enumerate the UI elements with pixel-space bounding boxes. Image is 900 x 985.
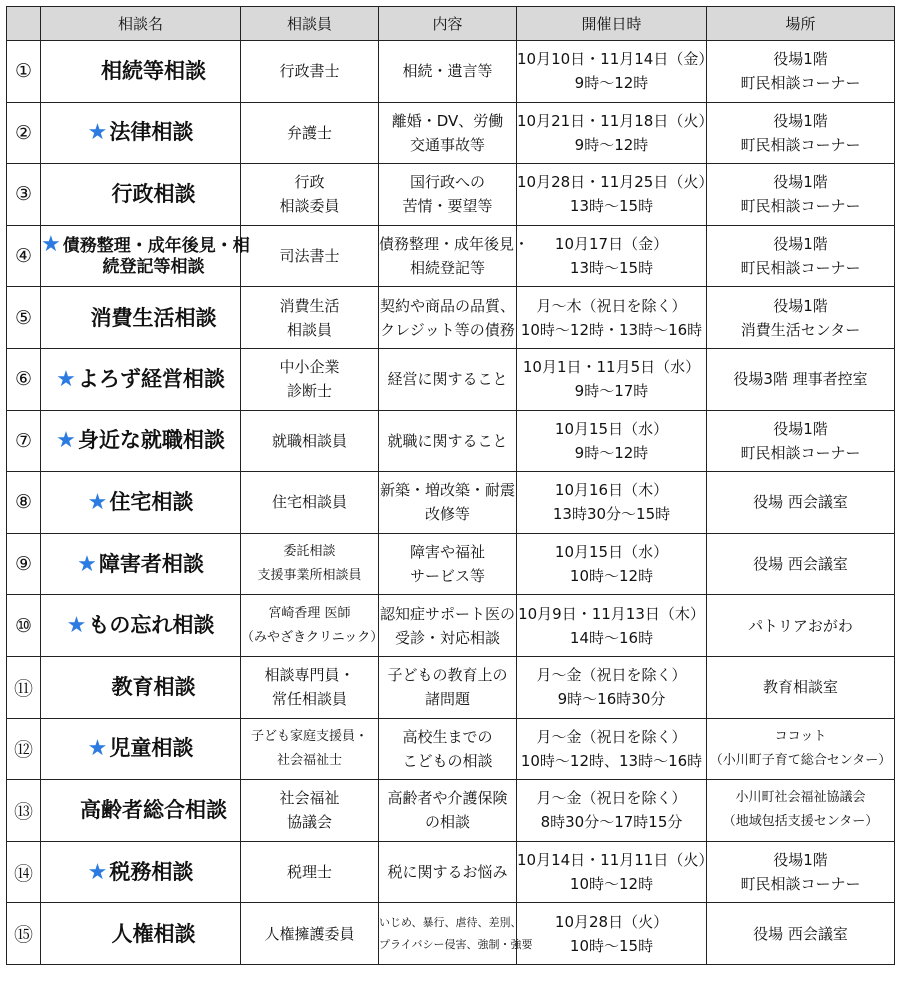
row-number: ⑭ xyxy=(7,841,41,903)
date-time-line: 月～金（祝日を除く） xyxy=(536,666,687,685)
consultant xyxy=(241,164,379,226)
content-line: 新築・増改築・耐震 xyxy=(379,481,515,500)
date-time-line: 10月15日（水） xyxy=(554,419,669,438)
consultant-line: 行政書士 xyxy=(279,62,340,81)
date-time xyxy=(517,102,714,164)
content xyxy=(379,472,517,534)
location-line: 役場1階 xyxy=(773,111,828,130)
content-line: 就職に関すること xyxy=(387,431,508,450)
date-time xyxy=(517,225,707,287)
date-time-line: 10時～12時・13時～16時 xyxy=(520,320,703,339)
date-time-line: 10時～12時、13時～16時 xyxy=(520,751,703,770)
location-line: 役場3階 理事者控室 xyxy=(733,370,868,389)
content-line: 相続・遺言等 xyxy=(402,62,493,81)
consultant-line: 子ども家庭支援員・ xyxy=(250,728,368,744)
date-time-line: 10月15日（水） xyxy=(554,543,669,562)
location-line: 教育相談室 xyxy=(762,678,838,697)
content xyxy=(379,102,517,164)
location-line: （小川町子育て総合センター） xyxy=(709,752,892,768)
consultation-name-text: 消費生活相談 xyxy=(90,305,217,330)
location xyxy=(707,410,895,472)
location-line: （地域包括支援センター） xyxy=(722,814,879,830)
content-line: 離婚・DV、労働 xyxy=(391,111,504,130)
location xyxy=(707,903,895,965)
consultation-name-text: 障害者相談 xyxy=(98,551,204,576)
date-time xyxy=(517,533,707,595)
content-line: 経営に関すること xyxy=(387,370,508,389)
content-line: 税に関するお悩み xyxy=(387,863,508,882)
location-line: 町民相談コーナー xyxy=(740,875,861,894)
location-line: 役場1階 xyxy=(773,173,828,192)
content-line: 契約や商品の品質、 xyxy=(379,296,515,315)
location xyxy=(707,595,895,657)
content-line: 子どもの教育上の xyxy=(387,666,508,685)
table-row xyxy=(7,348,895,410)
content-line: 改修等 xyxy=(424,505,470,524)
row-number: ⑥ xyxy=(7,348,41,410)
consultation-name-text: 身近な就職相談 xyxy=(77,428,225,453)
content-line: 認知症サポート医の xyxy=(379,604,515,623)
row-number: ⑤ xyxy=(7,287,41,349)
location-line: 消費生活センター xyxy=(740,320,861,339)
date-time-line: 13時～15時 xyxy=(569,259,654,278)
content-line: 諸問題 xyxy=(424,690,470,709)
consultation-name xyxy=(41,102,241,164)
consultant xyxy=(241,102,379,164)
consultation-name-text: 行政相談 xyxy=(111,182,196,207)
date-time-line: 9時～12時 xyxy=(574,443,649,462)
table-row xyxy=(7,718,895,780)
date-time-line: 10月21日・11月18日（火） xyxy=(517,111,714,130)
location xyxy=(707,472,895,534)
row-number: ⑫ xyxy=(7,718,41,780)
consultation-name xyxy=(41,164,241,226)
consultation-name-text: 住宅相談 xyxy=(109,489,194,514)
location-line: 町民相談コーナー xyxy=(740,443,861,462)
date-time xyxy=(517,41,714,103)
location-line: 役場1階 xyxy=(773,235,828,254)
star-icon: ★ xyxy=(87,859,108,885)
content-line: の相談 xyxy=(424,813,470,832)
table-row xyxy=(7,102,895,164)
consultant xyxy=(241,533,379,595)
consultation-name xyxy=(41,287,241,349)
header-consultant: 相談員 xyxy=(241,7,379,41)
date-time xyxy=(517,595,707,657)
row-number: ④ xyxy=(7,225,41,287)
content xyxy=(379,225,530,287)
consultant-line: 支援事業所相談員 xyxy=(257,568,362,584)
consultant-line: 診断士 xyxy=(286,382,332,401)
date-time-line: 10月28日・11月25日（火） xyxy=(517,173,714,192)
content-line: 交通事故等 xyxy=(409,135,485,154)
content xyxy=(379,41,517,103)
content xyxy=(379,410,517,472)
consultant-line: 就職相談員 xyxy=(271,431,347,450)
location-line: パトリアおがわ xyxy=(748,616,853,635)
location-line: 役場 西会議室 xyxy=(753,924,848,943)
date-time-line: 10時～12時 xyxy=(569,567,654,586)
row-number: ⑧ xyxy=(7,472,41,534)
date-time xyxy=(517,410,707,472)
date-time-line: 9時～17時 xyxy=(574,382,649,401)
content-line: こどもの相談 xyxy=(402,751,493,770)
consultation-name xyxy=(41,718,241,780)
location-line: ココット xyxy=(774,728,827,744)
consultant-line: 行政 xyxy=(294,173,325,192)
table-row xyxy=(7,841,895,903)
location xyxy=(707,287,895,349)
consultation-name xyxy=(41,225,250,287)
date-time xyxy=(517,718,707,780)
date-time-line: 10月10日・11月14日（金） xyxy=(517,50,714,69)
consultation-name-text: 高齢者総合相談 xyxy=(80,798,227,823)
content xyxy=(379,287,517,349)
header-consultation-name: 相談名 xyxy=(41,7,241,41)
date-time-line: 14時～16時 xyxy=(569,628,654,647)
content xyxy=(379,656,517,718)
consultant-line: 消費生活 xyxy=(279,296,340,315)
location-line: 役場 西会議室 xyxy=(753,555,848,574)
date-time xyxy=(517,164,714,226)
consultant xyxy=(241,410,379,472)
consultation-name xyxy=(41,472,241,534)
date-time xyxy=(517,348,707,410)
row-number: ⑩ xyxy=(7,595,41,657)
star-icon: ★ xyxy=(87,489,108,515)
consultant-line: 司法書士 xyxy=(279,247,340,266)
consultant xyxy=(241,595,384,657)
consultation-name xyxy=(41,595,241,657)
consultant-line: 相談員 xyxy=(286,320,332,339)
consultation-name-text: 相続等相談 xyxy=(101,59,206,84)
row-number: ⑨ xyxy=(7,533,41,595)
location-line: 町民相談コーナー xyxy=(740,74,861,93)
date-time-line: 10月9日・11月13日（木） xyxy=(518,604,705,623)
date-time xyxy=(517,287,707,349)
date-time-line: 9時～16時30分 xyxy=(557,690,666,709)
location-line: 小川町社会福祉協議会 xyxy=(735,790,866,806)
table-row xyxy=(7,287,895,349)
date-time-line: 10時～12時 xyxy=(569,875,654,894)
row-number: ⑬ xyxy=(7,780,41,842)
row-number: ⑪ xyxy=(7,656,41,718)
location xyxy=(707,348,895,410)
location-line: 役場1階 xyxy=(773,851,828,870)
consultation-name-text: 法律相談 xyxy=(109,120,194,145)
date-time xyxy=(517,903,707,965)
table-row xyxy=(7,903,895,965)
content xyxy=(379,780,517,842)
date-time-line: 10月1日・11月5日（水） xyxy=(522,358,701,377)
location-line: 町民相談コーナー xyxy=(740,135,861,154)
table-row xyxy=(7,656,895,718)
consultant-line: 協議会 xyxy=(286,813,332,832)
consultation-name-text: 税務相談 xyxy=(109,859,194,884)
star-icon: ★ xyxy=(87,120,108,146)
table-row xyxy=(7,225,895,287)
date-time-line: 10月14日・11月11日（火） xyxy=(517,851,714,870)
date-time xyxy=(517,472,707,534)
consultant xyxy=(241,903,379,965)
location xyxy=(707,41,895,103)
content-line: プライバシー侵害、強制・強要 xyxy=(379,937,533,951)
date-time xyxy=(517,780,707,842)
location xyxy=(707,718,895,780)
consultant-line: 弁護士 xyxy=(286,123,332,142)
consultant xyxy=(241,348,379,410)
star-icon: ★ xyxy=(41,232,61,258)
date-time-line: 月～金（祝日を除く） xyxy=(536,789,687,808)
content-line: いじめ、暴行、虐待、差別、 xyxy=(379,915,522,929)
date-time-line: 13時～15時 xyxy=(569,197,654,216)
table-row xyxy=(7,780,895,842)
date-time-line: 月～金（祝日を除く） xyxy=(536,727,687,746)
consultation-name-text: 児童相談 xyxy=(109,736,194,761)
location xyxy=(707,102,895,164)
content-line: 苦情・要望等 xyxy=(402,197,493,216)
consultant-line: 相談専門員・ xyxy=(264,666,355,685)
consultant xyxy=(241,656,379,718)
location-line: 町民相談コーナー xyxy=(740,197,861,216)
table-row xyxy=(7,595,895,657)
location xyxy=(707,841,895,903)
location-line: 役場 西会議室 xyxy=(753,493,848,512)
row-number: ③ xyxy=(7,164,41,226)
consultant-line: 中小企業 xyxy=(279,358,340,377)
row-number: ② xyxy=(7,102,41,164)
table-row xyxy=(7,164,895,226)
star-icon: ★ xyxy=(87,736,108,762)
consultation-name xyxy=(41,410,241,472)
table-row xyxy=(7,410,895,472)
header-row xyxy=(7,7,895,41)
table-row xyxy=(7,472,895,534)
consultant xyxy=(241,841,379,903)
date-time-line: 10月28日（火） xyxy=(554,912,669,931)
content xyxy=(379,718,517,780)
consultation-name-text: 教育相談 xyxy=(111,675,196,700)
consultation-name xyxy=(41,780,241,842)
row-number: ⑦ xyxy=(7,410,41,472)
content-line: 障害や福祉 xyxy=(409,543,485,562)
content xyxy=(379,903,533,965)
content xyxy=(379,164,517,226)
content-line: クレジット等の債務 xyxy=(380,320,515,339)
consultant xyxy=(241,287,379,349)
consultation-name xyxy=(41,903,241,965)
header-location: 場所 xyxy=(707,7,895,41)
date-time-line: 10月17日（金） xyxy=(554,235,669,254)
content-line: 高齢者や介護保険 xyxy=(387,789,508,808)
header-date-time: 開催日時 xyxy=(517,7,707,41)
location-line: 町民相談コーナー xyxy=(740,259,861,278)
consultant xyxy=(241,225,379,287)
consultant xyxy=(241,718,379,780)
content-line: サービス等 xyxy=(409,567,485,586)
location xyxy=(707,225,895,287)
consultation-name xyxy=(41,656,241,718)
location xyxy=(707,533,895,595)
consultation-name xyxy=(41,533,241,595)
consultant-line: 社会福祉 xyxy=(279,789,340,808)
content xyxy=(379,595,517,657)
location-line: 役場1階 xyxy=(773,296,828,315)
consultation-name-text: 人権相談 xyxy=(111,921,196,946)
date-time-line: 8時30分～17時15分 xyxy=(540,813,683,832)
content-line: 債務整理・成年後見・ xyxy=(379,235,530,254)
content-line: 国行政への xyxy=(409,173,485,192)
row-number: ① xyxy=(7,41,41,103)
consultant-line: 相談委員 xyxy=(279,197,340,216)
content xyxy=(379,348,517,410)
date-time-line: 10月16日（木） xyxy=(554,481,669,500)
consultation-name xyxy=(41,41,241,103)
location-line: 役場1階 xyxy=(773,419,828,438)
content xyxy=(379,533,517,595)
date-time-line: 月～木（祝日を除く） xyxy=(536,296,687,315)
consultant-line: 社会福祉士 xyxy=(276,752,342,768)
star-icon: ★ xyxy=(56,428,76,454)
content-line: 相続登記等 xyxy=(409,259,485,278)
table-row xyxy=(7,533,895,595)
header-number xyxy=(7,7,41,41)
consultation-name xyxy=(41,348,241,410)
date-time-line: 9時～12時 xyxy=(574,135,649,154)
row-number: ⑮ xyxy=(7,903,41,965)
date-time-line: 13時30分～15時 xyxy=(552,505,671,524)
consultant-line: 税理士 xyxy=(286,863,332,882)
consultant-line: 人権擁護委員 xyxy=(264,924,355,943)
date-time xyxy=(517,656,707,718)
content-line: 高校生までの xyxy=(402,727,493,746)
date-time-line: 10時～15時 xyxy=(569,936,654,955)
consultation-name-text: よろず経営相談 xyxy=(77,366,225,391)
consultation-schedule-table xyxy=(6,6,895,965)
consultation-name-line: 債務整理・成年後見・相 xyxy=(62,236,250,257)
consultant-line: 住宅相談員 xyxy=(271,493,347,512)
date-time xyxy=(517,841,714,903)
date-time-line: 9時～12時 xyxy=(574,74,649,93)
consultant-line: 宮崎香理 医師 xyxy=(268,605,351,621)
consultation-name-text: もの忘れ相談 xyxy=(88,613,215,638)
content xyxy=(379,841,517,903)
star-icon: ★ xyxy=(77,551,97,577)
consultant xyxy=(241,41,379,103)
header-content: 内容 xyxy=(379,7,517,41)
location xyxy=(707,164,895,226)
star-icon: ★ xyxy=(56,366,76,392)
consultant xyxy=(241,472,379,534)
consultant-line: 委託相談 xyxy=(283,544,336,560)
consultant xyxy=(241,780,379,842)
consultation-name-line: 続登記等相談 xyxy=(102,257,205,278)
table-row xyxy=(7,41,895,103)
content-line: 受診・対応相談 xyxy=(394,628,500,647)
consultant-line: （みやざきクリニック） xyxy=(241,629,384,645)
consultation-name xyxy=(41,841,241,903)
location-line: 役場1階 xyxy=(773,50,828,69)
location xyxy=(707,780,895,842)
consultant-line: 常任相談員 xyxy=(271,690,347,709)
location xyxy=(707,656,895,718)
star-icon: ★ xyxy=(66,613,87,639)
